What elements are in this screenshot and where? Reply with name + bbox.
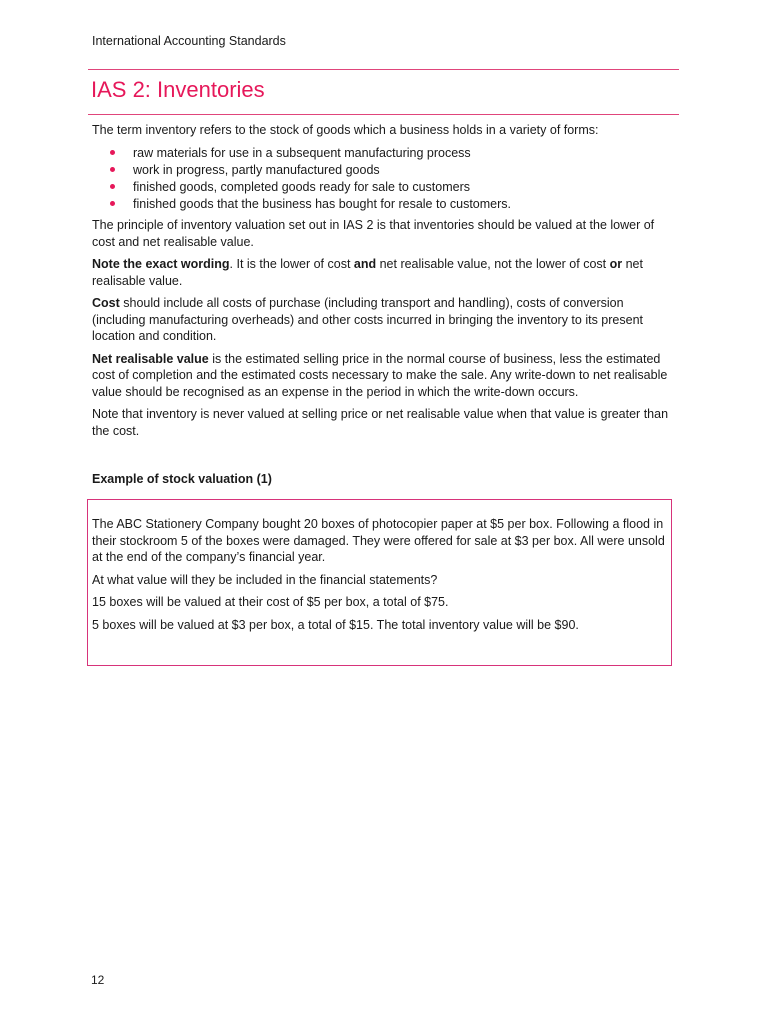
intro-paragraph: The term inventory refers to the stock of goods which a business holds in a variety of forms: xyxy=(92,123,599,137)
list-item xyxy=(92,162,677,179)
title-rule-bottom xyxy=(88,114,679,115)
list-item-text: raw materials for use in a subsequent manufacturing process xyxy=(133,145,471,160)
example-paragraph: The ABC Stationery Company bought 20 boxes of photocopier paper at $5 per box. Following a flood in their stockroom 5 of the boxes were damaged. They were offered for sale at $3 per box. All were unsold at the end of the company’s financial year. xyxy=(92,517,665,564)
running-head: International Accounting Standards xyxy=(92,34,286,48)
body-text xyxy=(92,122,677,445)
title-rule-top xyxy=(88,69,679,70)
note-bold-lead: Note the exact wording xyxy=(92,257,230,271)
example-box xyxy=(87,499,672,666)
note-text-2: net realisable value, not the lower of cost xyxy=(376,257,610,271)
example-text xyxy=(92,516,672,639)
note-text-1: . It is the lower of cost xyxy=(229,257,354,271)
bullet-icon xyxy=(110,201,115,206)
note-bold-or: or xyxy=(609,257,623,271)
list-item-text: finished goods that the business has bought for resale to customers. xyxy=(133,196,512,211)
bullet-icon xyxy=(110,184,115,189)
list-item xyxy=(92,145,677,162)
example-paragraph: At what value will they be included in the financial statements? xyxy=(92,572,438,587)
example-paragraph: 15 boxes will be valued at their cost of $5 per box, a total of $75. xyxy=(92,595,449,609)
note-bold-and: and xyxy=(353,257,377,271)
example-paragraph: 5 boxes will be valued at $3 per box, a total of $15. The total inventory value will be $90. xyxy=(92,617,579,632)
cost-definition: should include all costs of purchase (including transport and handling), costs of conversion (including manufacturing overheads) and other costs incurred in bringing the inventory to its present location and condition. xyxy=(92,296,644,343)
page-number: 12 xyxy=(91,973,105,987)
list-item-text: finished goods, completed goods ready for sale to customers xyxy=(133,179,470,194)
inventory-forms-list xyxy=(92,145,677,213)
cost-term: Cost xyxy=(92,296,120,310)
principle-paragraph: The principle of inventory valuation set out in IAS 2 is that inventories should be valued at the lower of cost and net realisable value. xyxy=(92,218,655,249)
bullet-icon xyxy=(110,150,115,155)
note-paragraph xyxy=(92,256,677,289)
example-heading: Example of stock valuation (1) xyxy=(92,472,272,486)
never-paragraph: Note that inventory is never valued at selling price or net realisable value when that value is greater than the cost. xyxy=(92,407,669,438)
nrv-term: Net realisable value xyxy=(92,351,209,366)
cost-paragraph xyxy=(92,295,677,345)
nrv-definition: is the estimated selling price in the normal course of business, less the estimated cost of completion and the estimated costs necessary to make the sale. Any write-down to net realisable value should be recognised as an expense in the period in which the write-down occurs. xyxy=(92,351,668,399)
bullet-icon xyxy=(110,167,115,172)
page-title: IAS 2: Inventories xyxy=(91,77,265,102)
list-item xyxy=(92,179,677,196)
list-item-text: work in progress, partly manufactured goods xyxy=(133,162,380,177)
list-item xyxy=(92,196,677,213)
note-text-3: net realisable value. xyxy=(92,257,643,288)
nrv-paragraph xyxy=(92,351,677,401)
